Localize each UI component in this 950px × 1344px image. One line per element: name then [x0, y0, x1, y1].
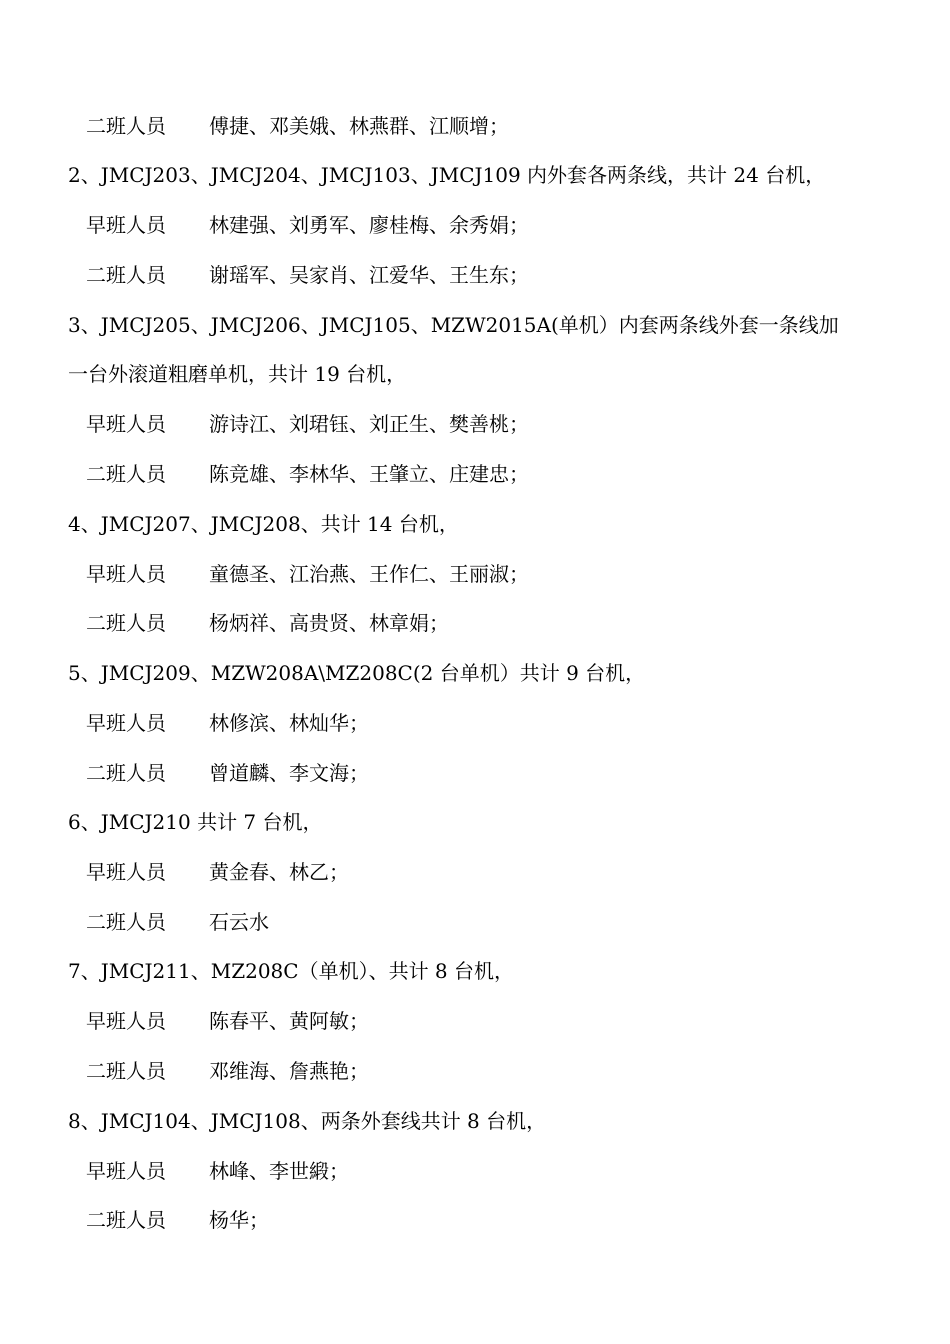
shift-label: 早班人员	[86, 860, 166, 884]
staff-names: 林建强、刘勇军、廖桂梅、余秀娟；	[209, 213, 529, 237]
shift-label: 二班人员	[86, 1208, 166, 1232]
staff-line	[0, 760, 900, 786]
staff-names: 杨炳祥、高贵贤、林章娟；	[209, 611, 449, 635]
staff-line	[0, 1058, 900, 1084]
machine-group-heading: 7、JMCJ211、MZ208C（单机）、共计 8 台机，	[68, 959, 515, 983]
staff-line	[0, 859, 900, 885]
shift-label: 早班人员	[86, 711, 166, 735]
staff-names: 谢瑶军、吴家肖、江爱华、王生东；	[209, 263, 529, 287]
machine-group-heading: 4、JMCJ207、JMCJ208、共计 14 台机，	[68, 512, 459, 536]
shift-label: 二班人员	[86, 611, 166, 635]
staff-names: 童德圣、江治燕、王作仁、王丽淑；	[209, 562, 529, 586]
staff-names: 林峰、李世緞；	[209, 1159, 349, 1183]
staff-names: 曾道麟、李文海；	[209, 761, 369, 785]
machine-group-heading: 2、JMCJ203、JMCJ204、JMCJ103、JMCJ109 内外套各两条线，共计 24 台机，	[68, 163, 826, 187]
staff-line	[0, 561, 900, 587]
shift-label: 早班人员	[86, 562, 166, 586]
machine-group-heading: 3、JMCJ205、JMCJ206、JMCJ105、MZW2015A(单机）内套两条线外套一条线加	[68, 313, 839, 337]
staff-names: 杨华；	[209, 1208, 269, 1232]
shift-label: 早班人员	[86, 1159, 166, 1183]
shift-label: 二班人员	[86, 114, 166, 138]
staff-names: 邓维海、詹燕艳；	[209, 1059, 369, 1083]
staff-names: 游诗江、刘珺钰、刘正生、樊善桃；	[209, 412, 529, 436]
staff-line	[0, 1008, 900, 1034]
staff-names: 林修滨、林灿华；	[209, 711, 369, 735]
shift-label: 二班人员	[86, 1059, 166, 1083]
machine-group-heading: 8、JMCJ104、JMCJ108、两条外套线共计 8 台机，	[68, 1109, 547, 1133]
staff-names: 陈竞雄、李林华、王肇立、庄建忠；	[209, 462, 529, 486]
staff-line	[0, 461, 900, 487]
staff-line	[0, 262, 900, 288]
shift-label: 二班人员	[86, 910, 166, 934]
staff-names: 陈春平、黄阿敏；	[209, 1009, 369, 1033]
staff-line	[0, 1207, 900, 1233]
shift-label: 二班人员	[86, 462, 166, 486]
machine-group-heading: 5、JMCJ209、MZW208A\MZ208C(2 台单机）共计 9 台机，	[68, 661, 646, 685]
staff-line	[0, 411, 900, 437]
staff-line	[0, 1158, 900, 1184]
shift-label: 早班人员	[86, 412, 166, 436]
staff-line	[0, 710, 900, 736]
machine-group-heading-continued: 一台外滚道粗磨单机，共计 19 台机，	[68, 362, 407, 386]
shift-label: 早班人员	[86, 1009, 166, 1033]
staff-line	[0, 113, 900, 139]
machine-group-heading: 6、JMCJ210 共计 7 台机，	[68, 810, 323, 834]
staff-line	[0, 212, 900, 238]
staff-names: 石云水	[209, 910, 269, 934]
shift-label: 二班人员	[86, 761, 166, 785]
shift-label: 二班人员	[86, 263, 166, 287]
staff-line	[0, 610, 900, 636]
staff-line	[0, 909, 900, 935]
shift-label: 早班人员	[86, 213, 166, 237]
staff-names: 黄金春、林乙；	[209, 860, 349, 884]
staff-names: 傅捷、邓美娥、林燕群、江顺增；	[209, 114, 509, 138]
